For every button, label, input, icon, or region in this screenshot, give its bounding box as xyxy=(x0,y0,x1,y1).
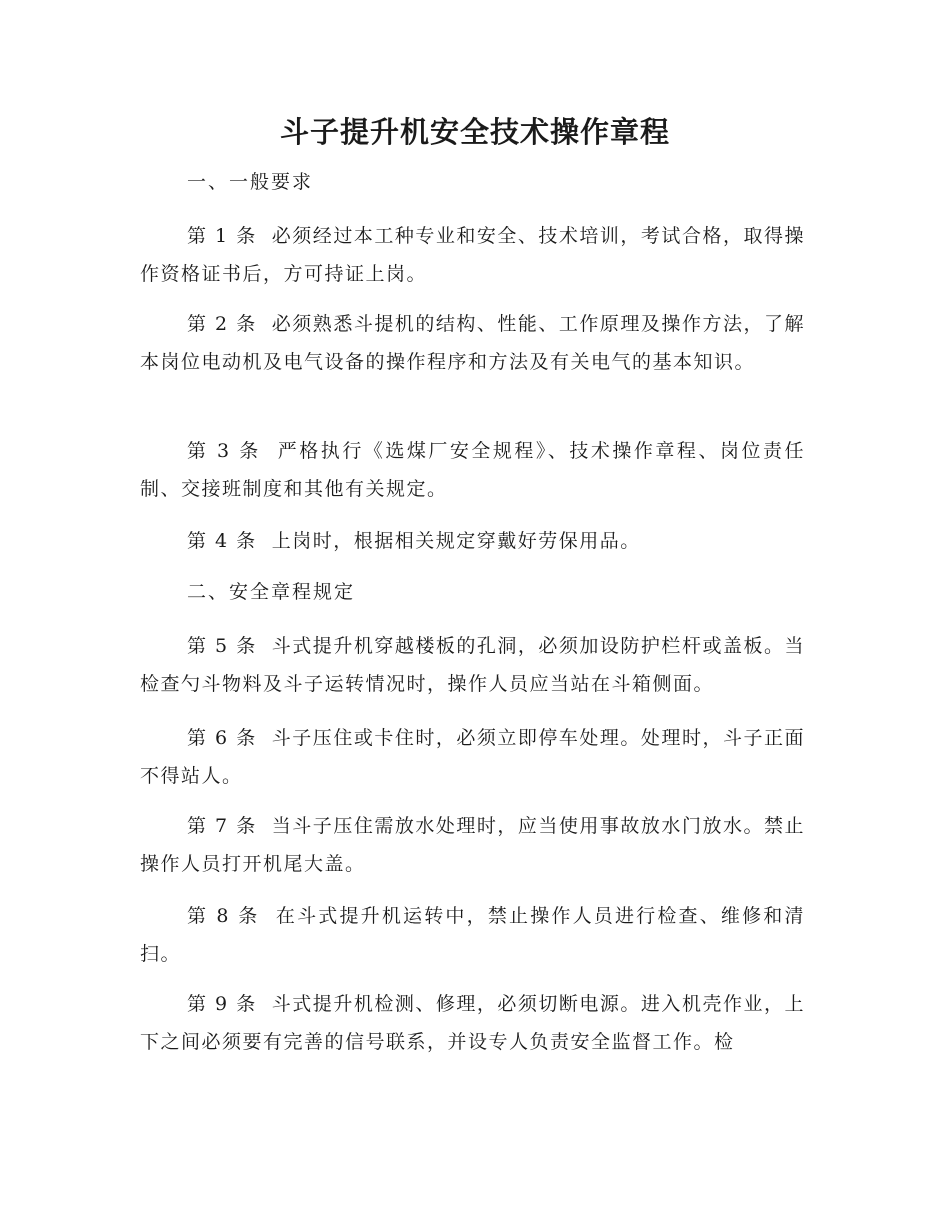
article-9 xyxy=(140,985,805,1061)
article-1 xyxy=(140,217,805,293)
article-7 xyxy=(140,807,805,883)
article-8 xyxy=(140,897,805,973)
article-text: 严格执行《选煤厂安全规程》、技术操作章程、岗位责任制、交接班制度和其他有关规定。 xyxy=(140,440,805,500)
article-label: 第 4 条 xyxy=(187,530,257,552)
article-5 xyxy=(140,627,805,703)
article-text: 上岗时，根据相关规定穿戴好劳保用品。 xyxy=(271,530,641,552)
article-text: 斗式提升机穿越楼板的孔洞，必须加设防护栏杆或盖板。当检查勺斗物料及斗子运转情况时，操作人员应当站在斗箱侧面。 xyxy=(140,635,805,695)
article-label: 第 1 条 xyxy=(187,225,257,247)
article-text: 当斗子压住需放水处理时，应当使用事故放水门放水。禁止操作人员打开机尾大盖。 xyxy=(140,815,805,875)
article-label: 第 7 条 xyxy=(187,815,257,837)
article-text: 必须熟悉斗提机的结构、性能、工作原理及操作方法，了解本岗位电动机及电气设备的操作程序和方法及有关电气的基本知识。 xyxy=(140,313,805,373)
article-text: 必须经过本工种专业和安全、技术培训，考试合格，取得操作资格证书后，方可持证上岗。 xyxy=(140,225,805,285)
article-label: 第 2 条 xyxy=(187,313,257,335)
article-3 xyxy=(140,432,805,508)
article-text: 斗子压住或卡住时，必须立即停车处理。处理时，斗子正面不得站人。 xyxy=(140,727,805,787)
article-text: 在斗式提升机运转中，禁止操作人员进行检查、维修和清扫。 xyxy=(140,905,805,965)
article-label: 第 5 条 xyxy=(187,635,257,657)
article-label: 第 6 条 xyxy=(187,727,257,749)
article-label: 第 9 条 xyxy=(187,993,257,1015)
document-title: 斗子提升机安全技术操作章程 xyxy=(279,115,670,149)
article-text: 斗式提升机检测、修理，必须切断电源。进入机壳作业，上下之间必须要有完善的信号联系，并设专人负责安全监督工作。检 xyxy=(140,993,805,1053)
article-2 xyxy=(140,305,805,381)
article-label: 第 3 条 xyxy=(187,440,261,462)
section-heading-safety: 二、安全章程规定 xyxy=(187,581,356,603)
article-label: 第 8 条 xyxy=(187,905,260,927)
article-6 xyxy=(140,719,805,795)
article-4 xyxy=(140,522,805,560)
section-heading-general: 一、一般要求 xyxy=(187,171,314,193)
